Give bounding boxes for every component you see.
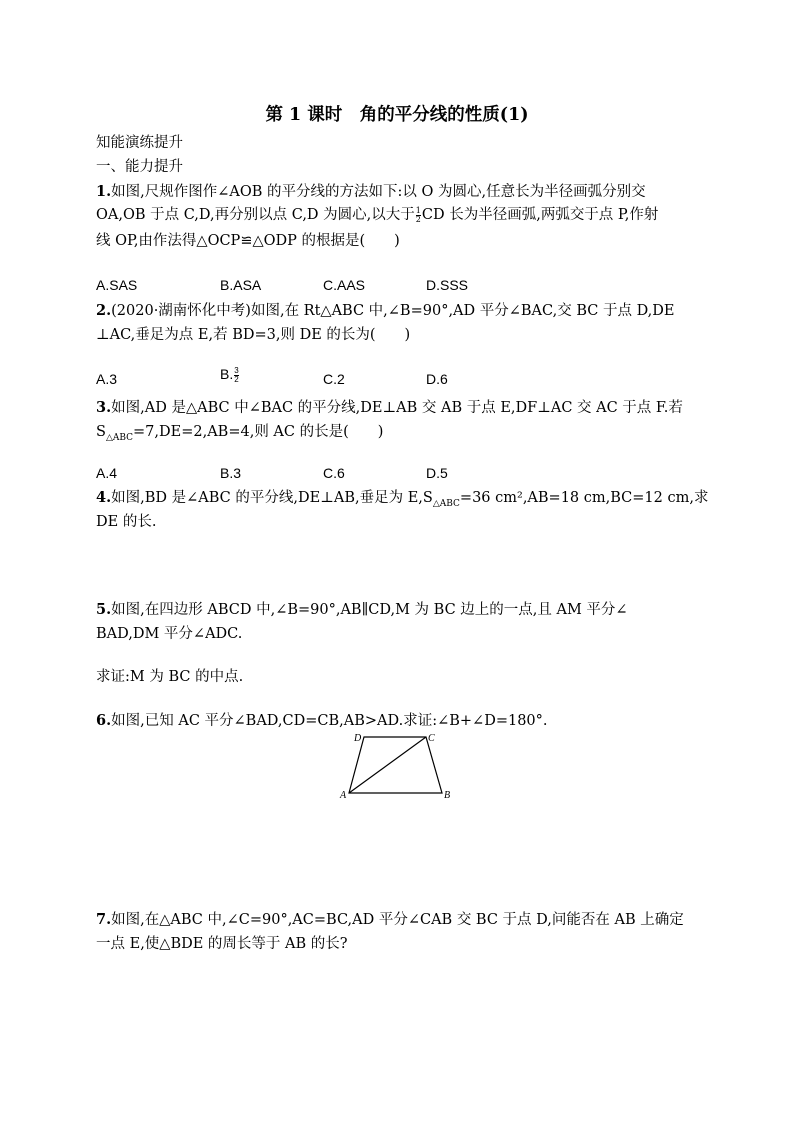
question-2-option-c: C.2	[323, 371, 345, 387]
question-3-line-2: $S_{\triangle ABC}=7,DE=2,AB=4$,则 AC 的长是( )	[96, 424, 384, 443]
section-heading: 知能演练提升	[96, 135, 183, 151]
question-1-option-a: A.SAS	[96, 277, 138, 293]
question-3-line-1: 3.如图,AD 是△ABC 中∠BAC 的平分线,DE⊥AB 交 AB 于点 E,DF⊥AC 交 AC 于点 F.若	[96, 399, 683, 416]
quadrilateral-figure	[335, 727, 465, 802]
question-2-line-2: ⊥AC,垂足为点 E,若 BD=3,则 DE 的长为( )	[96, 327, 411, 343]
question-7-line-1: 7.如图,在△ABC 中,∠C=90°,AC=BC,AD 平分∠CAB 交 BC 于点 D,问能否在 AB 上确定	[96, 911, 684, 928]
question-3-option-c: C.6	[323, 465, 345, 481]
question-1-number: 1.	[96, 183, 112, 200]
question-1-line-2: OA,OB 于点 C,D,再分别以点 C,D 为圆心,以大于 $\frac{1}{2}$ CD 长为半径画弧,两弧交于点 P,作射	[96, 205, 659, 224]
question-3-option-d: D.5	[426, 465, 448, 481]
question-3-number: 3.	[96, 399, 112, 416]
question-2-option-d: D.6	[426, 371, 448, 387]
question-7-line-2: 一点 E,使△BDE 的周长等于 AB 的长?	[96, 936, 348, 952]
subsection-heading: 一、能力提升	[96, 159, 183, 175]
quadrilateral-abcd	[349, 737, 442, 793]
question-1-line-3: 线 OP,由作法得△OCP≌△ODP 的根据是( )	[96, 233, 400, 249]
vertex-label-b: B	[444, 790, 451, 801]
fraction-three-halves: $\frac{3}{2}$	[234, 365, 239, 384]
question-4-number: 4.	[96, 489, 112, 506]
fraction-one-half: $\frac{1}{2}$	[415, 205, 421, 224]
question-2-number: 2.	[96, 302, 112, 319]
vertex-label-d: D	[354, 733, 362, 744]
question-5-number: 5.	[96, 601, 112, 618]
question-5-line-1: 5.如图,在四边形 ABCD 中,∠B=90°,AB∥CD,M 为 BC 边上的一点,且 AM 平分∠	[96, 601, 628, 618]
question-3-option-a: A.4	[96, 465, 118, 481]
diagonal-ac	[349, 737, 426, 793]
question-5-line-3: 求证:M 为 BC 的中点.	[96, 669, 244, 685]
question-2-option-a: A.3	[96, 371, 118, 387]
question-4-line-1: 4.如图,BD 是∠ABC 的平分线,DE⊥AB,垂足为 $E,S_{\triangle ABC}=36$ cm²,AB=18 cm,BC=12 cm,求	[96, 489, 709, 509]
question-1-option-d: D.SSS	[426, 277, 469, 293]
question-1-line-1: 1.如图,尺规作图作∠AOB 的平分线的方法如下:以 O 为圆心,任意长为半径画弧分别交	[96, 183, 646, 200]
question-1-option-b: B.ASA	[220, 277, 262, 293]
vertex-label-a: A	[340, 790, 347, 801]
question-6-number: 6.	[96, 712, 112, 729]
question-4-line-2: DE 的长.	[96, 514, 157, 530]
vertex-label-c: C	[428, 733, 435, 744]
page-title: 第 1 课时 角的平分线的性质(1)	[265, 105, 529, 125]
question-7-number: 7.	[96, 911, 112, 928]
question-6-line-1: 6.如图,已知 AC 平分∠BAD,CD=CB,AB>AD.求证:∠B+∠D=180°.	[96, 712, 548, 729]
question-3-option-b: B.3	[220, 465, 242, 481]
question-2-option-b: B. $\frac{3}{2}$	[220, 365, 239, 384]
question-5-line-2: BAD,DM 平分∠ADC.	[96, 626, 243, 642]
question-1-option-c: C.AAS	[323, 277, 366, 293]
question-2-line-1: 2.(2020·湖南怀化中考)如图,在 Rt△ABC 中,∠B=90°,AD 平分∠BAC,交 BC 于点 D,DE	[96, 302, 675, 319]
